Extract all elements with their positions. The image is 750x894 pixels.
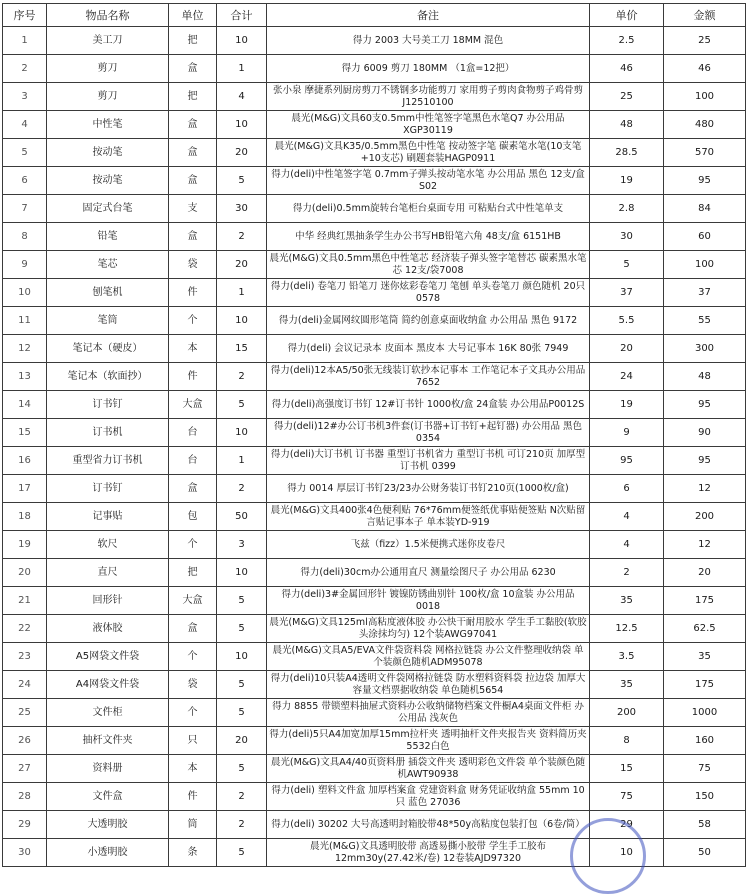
cell-price: 95 (590, 447, 664, 475)
cell-unit: 件 (169, 783, 217, 811)
table-row (3, 83, 746, 111)
cell-item: 文件柜 (47, 699, 169, 727)
cell-unit: 盒 (169, 139, 217, 167)
cell-amount: 46 (664, 55, 746, 83)
cell-qty: 5 (217, 671, 267, 699)
table-row (3, 223, 746, 251)
cell-price: 48 (590, 111, 664, 139)
cell-amount: 20 (664, 559, 746, 587)
cell-index: 1 (3, 27, 47, 55)
cell-item: 抽杆文件夹 (47, 727, 169, 755)
cell-qty: 10 (217, 27, 267, 55)
cell-index: 29 (3, 811, 47, 839)
cell-qty: 2 (217, 783, 267, 811)
cell-qty: 2 (217, 475, 267, 503)
cell-price: 19 (590, 167, 664, 195)
cell-item: 剪刀 (47, 83, 169, 111)
cell-note: 得力(deli) 30202 大号高透明封箱胶带48*50y高粘度包装打包（6卷/筒） (267, 811, 590, 839)
cell-item: 中性笔 (47, 111, 169, 139)
cell-qty: 1 (217, 279, 267, 307)
cell-index: 23 (3, 643, 47, 671)
cell-amount: 95 (664, 447, 746, 475)
cell-price: 75 (590, 783, 664, 811)
cell-qty: 5 (217, 391, 267, 419)
cell-index: 24 (3, 671, 47, 699)
cell-note: 得力 0014 厚层订书钉23/23办公财务装订书钉210页(1000枚/盒) (267, 475, 590, 503)
cell-qty: 50 (217, 503, 267, 531)
cell-qty: 10 (217, 111, 267, 139)
cell-index: 12 (3, 335, 47, 363)
cell-unit: 大盒 (169, 587, 217, 615)
cell-item: 按动笔 (47, 167, 169, 195)
cell-unit: 条 (169, 839, 217, 867)
cell-amount: 12 (664, 475, 746, 503)
cell-note: 得力(deli)高强度订书钉 12#订书针 1000枚/盒 24盒装 办公用品P0012S (267, 391, 590, 419)
cell-item: 笔筒 (47, 307, 169, 335)
cell-item: 美工刀 (47, 27, 169, 55)
table-row (3, 559, 746, 587)
cell-price: 35 (590, 671, 664, 699)
cell-price: 3.5 (590, 643, 664, 671)
cell-amount: 300 (664, 335, 746, 363)
cell-index: 18 (3, 503, 47, 531)
cell-qty: 30 (217, 195, 267, 223)
cell-amount: 35 (664, 643, 746, 671)
table-row (3, 783, 746, 811)
cell-amount: 55 (664, 307, 746, 335)
col-header-index: 序号 (3, 4, 47, 27)
cell-unit: 个 (169, 699, 217, 727)
cell-amount: 90 (664, 419, 746, 447)
cell-note: 得力 8855 带锁塑料抽屉式资料办公收纳储物档案文件橱A4桌面文件柜 办公用品 浅灰色 (267, 699, 590, 727)
cell-amount: 150 (664, 783, 746, 811)
cell-price: 15 (590, 755, 664, 783)
cell-unit: 把 (169, 559, 217, 587)
cell-price: 5.5 (590, 307, 664, 335)
cell-amount: 1000 (664, 699, 746, 727)
price-table (2, 3, 746, 867)
cell-unit: 袋 (169, 251, 217, 279)
cell-item: 笔记本（软面抄） (47, 363, 169, 391)
cell-qty: 5 (217, 587, 267, 615)
cell-qty: 20 (217, 727, 267, 755)
cell-unit: 筒 (169, 811, 217, 839)
cell-unit: 把 (169, 27, 217, 55)
table-row (3, 55, 746, 83)
cell-price: 35 (590, 587, 664, 615)
cell-note: 得力 2003 大号美工刀 18MM 混色 (267, 27, 590, 55)
cell-index: 27 (3, 755, 47, 783)
cell-amount: 75 (664, 755, 746, 783)
cell-amount: 50 (664, 839, 746, 867)
cell-amount: 100 (664, 251, 746, 279)
cell-qty: 1 (217, 55, 267, 83)
cell-item: 刨笔机 (47, 279, 169, 307)
cell-item: 记事贴 (47, 503, 169, 531)
table-row (3, 447, 746, 475)
table-row (3, 111, 746, 139)
col-header-qty: 合计 (217, 4, 267, 27)
cell-item: 订书钉 (47, 475, 169, 503)
cell-amount: 37 (664, 279, 746, 307)
cell-amount: 570 (664, 139, 746, 167)
cell-price: 25 (590, 83, 664, 111)
cell-unit: 只 (169, 727, 217, 755)
cell-price: 8 (590, 727, 664, 755)
cell-unit: 盒 (169, 55, 217, 83)
cell-item: 订书钉 (47, 391, 169, 419)
cell-unit: 个 (169, 307, 217, 335)
cell-note: 晨光(M&G)文具K35/0.5mm黑色中性笔 按动签字笔 碳素笔水笔(10支笔+10支芯) 刷题套装HAGP0911 (267, 139, 590, 167)
cell-qty: 10 (217, 307, 267, 335)
cell-unit: 件 (169, 279, 217, 307)
cell-item: 铅笔 (47, 223, 169, 251)
cell-qty: 2 (217, 363, 267, 391)
cell-price: 2.8 (590, 195, 664, 223)
cell-unit: 本 (169, 755, 217, 783)
cell-index: 10 (3, 279, 47, 307)
cell-price: 12.5 (590, 615, 664, 643)
cell-price: 10 (590, 839, 664, 867)
cell-note: 得力 6009 剪刀 180MM （1盒=12把） (267, 55, 590, 83)
cell-note: 得力(deli)3#金属回形针 镀镍防锈曲别针 100枚/盒 10盒装 办公用品 0018 (267, 587, 590, 615)
cell-index: 15 (3, 419, 47, 447)
col-header-item: 物品名称 (47, 4, 169, 27)
cell-unit: 台 (169, 419, 217, 447)
cell-unit: 盒 (169, 111, 217, 139)
cell-index: 5 (3, 139, 47, 167)
cell-amount: 12 (664, 531, 746, 559)
table-row (3, 419, 746, 447)
cell-amount: 84 (664, 195, 746, 223)
cell-note: 得力(deli) 会议记录本 皮面本 黑皮本 大号记事本 16K 80张 7949 (267, 335, 590, 363)
cell-item: 资料册 (47, 755, 169, 783)
cell-price: 29 (590, 811, 664, 839)
cell-item: 剪刀 (47, 55, 169, 83)
cell-qty: 1 (217, 447, 267, 475)
cell-item: 大透明胶 (47, 811, 169, 839)
cell-unit: 个 (169, 643, 217, 671)
cell-item: 液体胶 (47, 615, 169, 643)
cell-note: 晨光(M&G)文具125ml高粘度液体胶 办公快干耐用胶水 学生手工黏胶(软胶头涂抹均匀) 12个装AWG97041 (267, 615, 590, 643)
cell-unit: 本 (169, 335, 217, 363)
cell-amount: 160 (664, 727, 746, 755)
cell-unit: 台 (169, 447, 217, 475)
cell-price: 30 (590, 223, 664, 251)
cell-index: 25 (3, 699, 47, 727)
cell-item: A5网袋文件袋 (47, 643, 169, 671)
cell-note: 中华 经典红黑抽条学生办公书写HB铅笔六角 48支/盒 6151HB (267, 223, 590, 251)
cell-note: 晨光(M&G)文具60支0.5mm中性笔签字笔黑色水笔Q7 办公用品XGP30119 (267, 111, 590, 139)
cell-note: 得力(deli)5只A4加宽加厚15mm拉杆夹 透明抽杆文件夹报告夹 资料简历夹5532白色 (267, 727, 590, 755)
cell-note: 得力(deli) 卷笔刀 铅笔刀 迷你炫彩卷笔刀 笔刨 单头卷笔刀 颜色随机 20只0578 (267, 279, 590, 307)
cell-item: 笔记本（硬皮） (47, 335, 169, 363)
cell-note: 得力(deli) 塑料文件盒 加厚档案盒 党建资料盒 财务凭证收纳盒 55mm 10只 蓝色 27036 (267, 783, 590, 811)
cell-item: 订书机 (47, 419, 169, 447)
cell-item: 文件盒 (47, 783, 169, 811)
cell-price: 200 (590, 699, 664, 727)
cell-qty: 3 (217, 531, 267, 559)
cell-price: 9 (590, 419, 664, 447)
cell-price: 37 (590, 279, 664, 307)
col-header-price: 单价 (590, 4, 664, 27)
cell-index: 6 (3, 167, 47, 195)
cell-index: 14 (3, 391, 47, 419)
cell-qty: 2 (217, 223, 267, 251)
table-row (3, 251, 746, 279)
cell-index: 26 (3, 727, 47, 755)
cell-price: 19 (590, 391, 664, 419)
cell-index: 2 (3, 55, 47, 83)
table-row (3, 167, 746, 195)
table-row (3, 139, 746, 167)
cell-price: 46 (590, 55, 664, 83)
cell-note: 张小泉 摩捷系列厨房剪刀不锈钢多功能剪刀 家用剪子剪肉食物剪子鸡骨剪J12510100 (267, 83, 590, 111)
table-row (3, 531, 746, 559)
cell-qty: 5 (217, 615, 267, 643)
cell-price: 2 (590, 559, 664, 587)
cell-index: 21 (3, 587, 47, 615)
cell-item: 固定式台笔 (47, 195, 169, 223)
cell-note: 晨光(M&G)文具0.5mm黑色中性笔芯 经济装子弹头签字笔替芯 碳素黑水笔芯 12支/袋7008 (267, 251, 590, 279)
cell-qty: 5 (217, 699, 267, 727)
cell-amount: 25 (664, 27, 746, 55)
cell-note: 晨光(M&G)文具透明胶带 高透易撕小胶带 学生手工胶布 12mm30y(27.42米/卷) 12卷装AJD97320 (267, 839, 590, 867)
cell-note: 得力(deli)12#办公订书机3件套(订书器+订书钉+起钉器) 办公用品 黑色0354 (267, 419, 590, 447)
cell-unit: 个 (169, 531, 217, 559)
cell-amount: 95 (664, 167, 746, 195)
cell-unit: 盒 (169, 615, 217, 643)
cell-qty: 10 (217, 643, 267, 671)
cell-index: 11 (3, 307, 47, 335)
col-header-note: 备注 (267, 4, 590, 27)
table-row (3, 27, 746, 55)
table-row (3, 475, 746, 503)
cell-index: 9 (3, 251, 47, 279)
table-row (3, 391, 746, 419)
cell-index: 19 (3, 531, 47, 559)
cell-unit: 件 (169, 363, 217, 391)
table-row (3, 307, 746, 335)
table-row (3, 335, 746, 363)
cell-amount: 60 (664, 223, 746, 251)
table-row (3, 615, 746, 643)
cell-qty: 2 (217, 811, 267, 839)
table-row (3, 699, 746, 727)
cell-note: 得力(deli)中性笔签字笔 0.7mm子弹头按动笔水笔 办公用品 黑色 12支/盒 S02 (267, 167, 590, 195)
table-row (3, 643, 746, 671)
seal-stamp (570, 818, 646, 894)
cell-index: 4 (3, 111, 47, 139)
cell-qty: 4 (217, 83, 267, 111)
cell-item: 软尺 (47, 531, 169, 559)
header-row (3, 4, 746, 27)
cell-item: 笔芯 (47, 251, 169, 279)
cell-note: 得力(deli)30cm办公通用直尺 测量绘图尺子 办公用品 6230 (267, 559, 590, 587)
table-row (3, 279, 746, 307)
cell-amount: 175 (664, 671, 746, 699)
cell-item: A4网袋文件袋 (47, 671, 169, 699)
cell-amount: 58 (664, 811, 746, 839)
cell-unit: 盒 (169, 167, 217, 195)
table-row (3, 755, 746, 783)
cell-index: 22 (3, 615, 47, 643)
cell-qty: 15 (217, 335, 267, 363)
cell-item: 回形针 (47, 587, 169, 615)
cell-price: 20 (590, 335, 664, 363)
cell-qty: 10 (217, 419, 267, 447)
cell-note: 得力(deli)金属网纹圆形笔筒 简约创意桌面收纳盒 办公用品 黑色 9172 (267, 307, 590, 335)
cell-unit: 盒 (169, 475, 217, 503)
table-row (3, 727, 746, 755)
cell-note: 得力(deli)10只装A4透明文件袋网格拉链袋 防水塑料资料袋 拉边袋 加厚大容量文档票据收纳袋 单色随机5654 (267, 671, 590, 699)
cell-qty: 5 (217, 755, 267, 783)
cell-amount: 200 (664, 503, 746, 531)
cell-index: 16 (3, 447, 47, 475)
cell-note: 得力(deli)12本A5/50张无线装订软抄本记事本 工作笔记本子文具办公用品 7652 (267, 363, 590, 391)
cell-unit: 袋 (169, 671, 217, 699)
cell-amount: 48 (664, 363, 746, 391)
table-row (3, 503, 746, 531)
cell-amount: 100 (664, 83, 746, 111)
cell-price: 28.5 (590, 139, 664, 167)
cell-price: 6 (590, 475, 664, 503)
cell-price: 24 (590, 363, 664, 391)
cell-unit: 支 (169, 195, 217, 223)
cell-qty: 5 (217, 839, 267, 867)
cell-index: 7 (3, 195, 47, 223)
cell-index: 13 (3, 363, 47, 391)
cell-unit: 包 (169, 503, 217, 531)
table-row (3, 363, 746, 391)
cell-note: 得力(deli)大订书机 订书器 重型订书机省力 重型订书机 可订210页 加厚型 订书机 0399 (267, 447, 590, 475)
cell-amount: 175 (664, 587, 746, 615)
table-row (3, 195, 746, 223)
cell-index: 28 (3, 783, 47, 811)
cell-index: 8 (3, 223, 47, 251)
cell-qty: 10 (217, 559, 267, 587)
cell-note: 飞兹（fizz）1.5米便携式迷你皮卷尺 (267, 531, 590, 559)
cell-note: 得力(deli)0.5mm旋转台笔柜台桌面专用 可粘贴台式中性笔单支 (267, 195, 590, 223)
cell-item: 直尺 (47, 559, 169, 587)
cell-index: 3 (3, 83, 47, 111)
table-row (3, 671, 746, 699)
cell-qty: 5 (217, 167, 267, 195)
cell-amount: 95 (664, 391, 746, 419)
cell-unit: 盒 (169, 223, 217, 251)
cell-price: 5 (590, 251, 664, 279)
cell-qty: 20 (217, 251, 267, 279)
cell-qty: 20 (217, 139, 267, 167)
cell-item: 小透明胶 (47, 839, 169, 867)
table-body (3, 27, 746, 867)
cell-index: 17 (3, 475, 47, 503)
cell-price: 4 (590, 503, 664, 531)
cell-unit: 把 (169, 83, 217, 111)
cell-item: 重型省力订书机 (47, 447, 169, 475)
cell-price: 4 (590, 531, 664, 559)
cell-note: 晨光(M&G)文具A4/40页资料册 插袋文件夹 透明彩色文件袋 单个装颜色随机AWT90938 (267, 755, 590, 783)
table-row (3, 587, 746, 615)
col-header-amount: 金额 (664, 4, 746, 27)
cell-index: 20 (3, 559, 47, 587)
cell-index: 30 (3, 839, 47, 867)
cell-unit: 大盒 (169, 391, 217, 419)
col-header-unit: 单位 (169, 4, 217, 27)
cell-item: 按动笔 (47, 139, 169, 167)
cell-amount: 480 (664, 111, 746, 139)
cell-note: 晨光(M&G)文具A5/EVA文件袋资料袋 网格拉链袋 办公文件整理收纳袋 单个装颜色随机ADM95078 (267, 643, 590, 671)
cell-amount: 62.5 (664, 615, 746, 643)
cell-price: 2.5 (590, 27, 664, 55)
cell-note: 晨光(M&G)文具400张4色便利贴 76*76mm便签纸优事贴便签贴 N次贴留言贴记事本子 单本装YD-919 (267, 503, 590, 531)
